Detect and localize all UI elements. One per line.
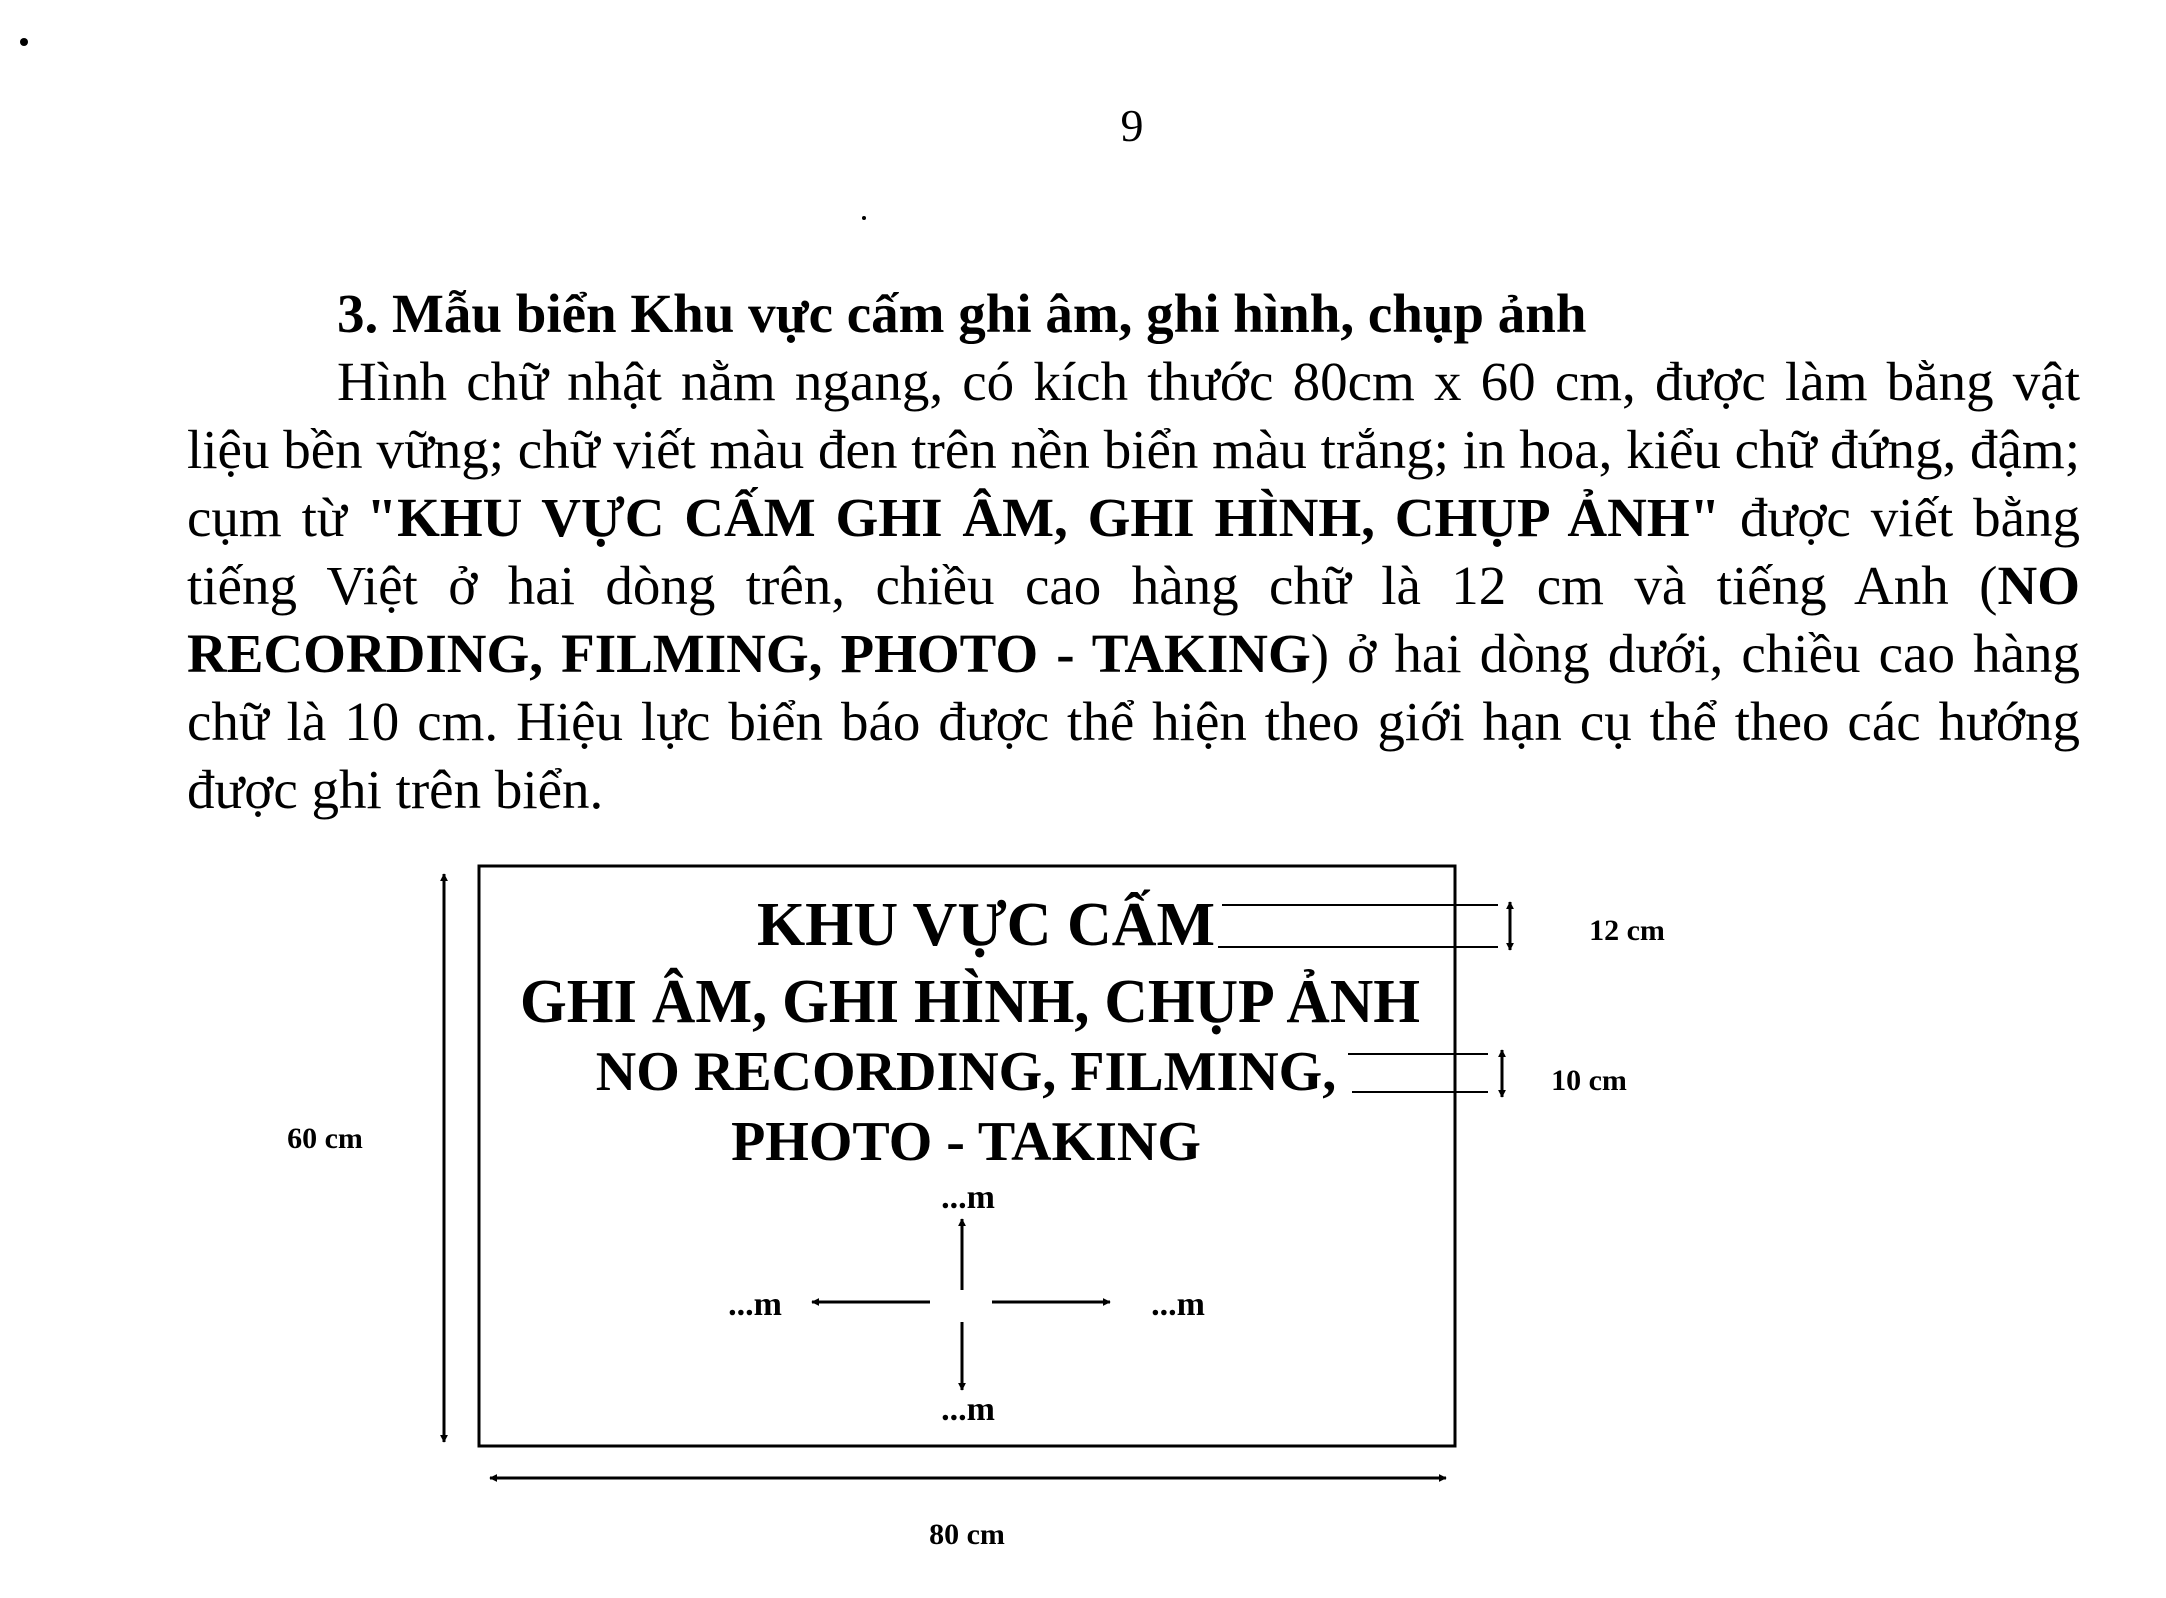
en-text-height-callout: [1348, 1050, 1502, 1097]
sign-line-en-2: PHOTO - TAKING: [731, 1111, 1201, 1173]
height-dimension-label: 60 cm: [287, 1122, 363, 1155]
direction-right-distance: ...m: [1151, 1286, 1205, 1323]
en-text-height-label: 10 cm: [1551, 1064, 1627, 1097]
paragraph-text: Hình chữ nhật nằm ngang, có kích thước 80cm x 60 cm, được làm bằng vật liệu bền vững; chữ viết màu đen trên nền biển màu trắng; in hoa, kiểu chữ đứng, đậm; cụm từ: [187, 351, 2080, 548]
paragraph-text: ) ở hai dòng dưới, chiều cao hàng chữ là 10 cm. Hiệu lực biển báo được thể hiện theo giới hạn cụ thể theo các hướng được ghi trên biển.: [187, 623, 2080, 820]
vn-text-height-callout: [1218, 902, 1510, 950]
sign-line-vn-1: KHU VỰC CẤM: [756, 891, 1216, 959]
direction-left-distance: ...m: [728, 1286, 782, 1323]
vn-text-height-label: 12 cm: [1589, 914, 1665, 947]
section-heading: 3. Mẫu biển Khu vực cấm ghi âm, ghi hình, chụp ảnh: [337, 283, 1587, 344]
direction-down-distance: ...m: [941, 1391, 995, 1428]
paragraph-bold-en-phrase: NO RECORDING, FILMING, PHOTO - TAKING: [187, 555, 2080, 684]
page-number: 9: [1120, 100, 1144, 151]
sign-line-en-1: NO RECORDING, FILMING,: [595, 1041, 1337, 1103]
width-dimension-label: 80 cm: [929, 1518, 1005, 1551]
paragraph-text: được viết bằng tiếng Việt ở hai dòng trên, chiều cao hàng chữ là 12 cm và tiếng Anh (: [187, 487, 2080, 616]
direction-up-distance: ...m: [941, 1179, 995, 1216]
paragraph-bold-vn-phrase: "KHU VỰC CẤM GHI ÂM, GHI HÌNH, CHỤP ẢNH": [366, 487, 1721, 548]
sign-line-vn-2: GHI ÂM, GHI HÌNH, CHỤP ẢNH: [520, 968, 1420, 1036]
